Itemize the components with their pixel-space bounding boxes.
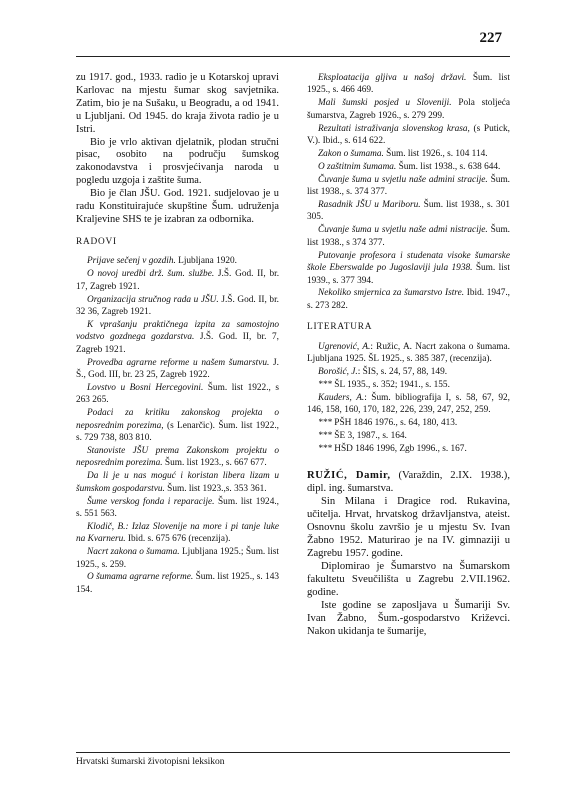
- bibliography-entry: [307, 224, 510, 249]
- entry-reference: Šum. list 1923., s. 667 677.: [162, 458, 267, 469]
- bio-paragraph: zu 1917. god., 1933. radio je u Kotarskoj upravi Karlovac na mjestu šumar skog savjetnika. Zatim, bio je na Sušaku, u Beogradu, a od 1941. u Ljubljani. Od 1945. do kraja života radio je u Istri.: [76, 72, 279, 135]
- bibliography-entry: [307, 123, 510, 148]
- entry-title: Nacrt zakona o šumama.: [87, 547, 180, 558]
- entry-reference: (s Lenarčic). Šum. list 1922., s. 729 738, 803 810.: [76, 420, 279, 443]
- bio-paragraph: Diplomirao je Šumarstvo na Šumarskom fakultetu Sveučilišta u Zagrebu 2.VII.1962. godine.: [307, 561, 510, 599]
- right-radovi-list: [307, 72, 510, 312]
- entry-title: Klodič, B.: Izlaz Slovenije na more i pi tanje luke na Kvarneru.: [76, 521, 279, 545]
- entry-title: Čuvanje šuma u svjetlu naše admini stracije.: [318, 174, 488, 185]
- headword-rest: (Varaždin, 2.IX. 1938.), dipl. ing. šumarstva.: [307, 470, 510, 495]
- bibliography-entry: [307, 161, 510, 173]
- page-number: 227: [479, 30, 502, 46]
- entry-reference: Ibid. 1947., s. 273 282.: [307, 288, 510, 311]
- radovi-heading: RADOVI: [76, 236, 117, 247]
- bibliography-entry: [76, 407, 279, 444]
- entry-title: Borošić, J.: [318, 366, 358, 377]
- entry-reference: Ljubljana 1920.: [175, 256, 238, 267]
- footer-text: Hrvatski šumarski životopisni leksikon: [76, 757, 225, 767]
- header-rule: [76, 56, 510, 57]
- entry-title: Zakon o šumama.: [318, 148, 384, 159]
- bio-paragraph: Bio je član JŠU. God. 1921. sudjelovao je u radu Konstituirajuće skupštine Šum. udruženja Kraljevine SHS te je izabran za odbornika.: [76, 188, 279, 225]
- entry-title: Provedba agrarne reforme u našem šumarstvu.: [87, 357, 270, 368]
- bibliography-entry: [307, 174, 510, 199]
- entry-reference: : Šum. bibliografija I, s. 58, 67, 92, 146, 158, 160, 170, 182, 226, 239, 247, 252, 259.: [307, 392, 511, 416]
- bibliography-entry: [307, 366, 510, 378]
- entry-title: Eksploatacija gljiva u našoj državi.: [318, 73, 467, 83]
- entry-title: Čuvanje šuma u svjetlu naše admi nistracije.: [318, 225, 488, 236]
- entry-reference: (s Putick, V.). Ibid., s. 614 622.: [307, 123, 510, 147]
- bibliography-entry: [307, 148, 510, 160]
- right-column: [307, 72, 510, 638]
- entry-reference: : ŠIS, s. 24, 57, 88, 149.: [357, 366, 448, 377]
- entry-reference: Šum. list 1938., s. 374 377.: [307, 174, 510, 198]
- bibliography-entry: [76, 255, 279, 267]
- entry-reference: Šum. list 1925., s. 466 469.: [307, 73, 510, 96]
- bibliography-entry: [307, 250, 510, 287]
- entry-reference: Šum. list 1939., s. 377 394.: [307, 263, 510, 286]
- entry-title: Šume verskog fonda i reparacije.: [87, 496, 215, 507]
- right-bio: [307, 495, 510, 638]
- entry-reference: J. Š., God. III, br. 23 25, Zagreb 1922.: [76, 357, 279, 380]
- bibliography-entry: [307, 443, 510, 455]
- entry-reference: : Ružic, A. Nacrt zakona o šumama. Ljubljana 1925. ŠL 1925., s. 385 387, (recenzija).: [307, 341, 510, 365]
- bibliography-entry: [76, 470, 279, 495]
- bibliography-entry: [76, 268, 279, 293]
- bibliography-entry: [307, 287, 510, 312]
- entry-reference: HŠD 1846 1996, Zgb 1996., s. 167.: [331, 443, 467, 454]
- entry-title: Rasadnik JŠU u Mariboru.: [318, 200, 421, 211]
- entry-title: O novoj uredbi drž. šum. službe.: [87, 269, 215, 280]
- entry-title: Ugrenović, A.: [318, 341, 371, 352]
- bibliography-entry: [307, 430, 510, 442]
- entry-reference: J.Š. God. II, br. 7, Zagreb 1921.: [76, 332, 279, 355]
- entry-reference: PŠH 1846 1976., s. 64, 180, 413.: [331, 418, 458, 429]
- entry-title: Da li je u nas moguć i koristan libera lizam u šumskom gospodarstvu.: [76, 471, 279, 494]
- entry-title: ***: [318, 430, 332, 441]
- bibliography-entry: [76, 546, 279, 571]
- entry-title: ***: [318, 418, 332, 429]
- literatura-heading: LITERATURA: [307, 322, 373, 333]
- bio-paragraph: Bio je vrlo aktivan djelatnik, plodan stručni pisac, osobito na području šumskog zakonodavstva i prosvjećivanja naroda u pogledu uzgoja i zaštite šuma.: [76, 136, 279, 187]
- entry-reference: Ibid. s. 675 676 (recenzija).: [125, 534, 231, 545]
- entry-title: Podaci za kritiku zakonskog projekta o neposrednim porezima,: [76, 408, 279, 431]
- bibliography-entry: [307, 392, 510, 417]
- entry-title: O šumama agrarne reforme.: [87, 572, 194, 583]
- bibliography-entry: [76, 445, 279, 470]
- left-bio: [76, 72, 279, 227]
- entry-title: Rezultati istraživanja slovenskog krasa,: [318, 123, 470, 134]
- entry-reference: ŠL 1935., s. 352; 1941., s. 155.: [331, 379, 450, 390]
- bio-paragraph: Iste godine se zaposljava u Šumariji Sv. Ivan Žabno, Šum.-gospodarstvo Križevci. Nakon ukidanja te šumarije,: [307, 600, 510, 638]
- entry-title: O zaštitnim šumama.: [318, 161, 397, 172]
- bibliography-entry: [307, 72, 510, 97]
- entry-title: Mali šumski posjed u Sloveniji.: [318, 98, 452, 109]
- left-radovi-list: [76, 255, 279, 596]
- entry-reference: Šum. list 1924., s. 551 563.: [76, 496, 279, 519]
- bibliography-entry: [76, 571, 279, 596]
- entry-title: Prijave sečenj v gozdih.: [87, 256, 176, 267]
- entry-title: Stanoviste JŠU prema Zakonskom projektu o neposrednim porezima.: [76, 445, 279, 469]
- entry-reference: Šum. list 1925., s. 143 154.: [76, 572, 279, 595]
- entry-reference: Šum. list 1938., s. 301 305.: [307, 200, 510, 223]
- entry-reference: Ljubljana 1925.; Šum. list 1925., s. 259.: [76, 547, 280, 570]
- entry-reference: Šum. list 1922., s 263 265.: [76, 382, 279, 406]
- bibliography-entry: [307, 199, 510, 224]
- entry-title: Putovanje profesora i studenata visoke šumarske škole Eberswalde po Jugoslaviji jula 1938.: [307, 250, 510, 274]
- bibliography-entry: [307, 379, 510, 391]
- headword-entry: [307, 469, 510, 495]
- entry-title: Nekoliko smjernica za šumarstvo Istre.: [318, 288, 465, 299]
- entry-reference: Šum. list 1923.,s. 353 361.: [164, 483, 267, 494]
- bibliography-entry: [76, 319, 279, 356]
- entry-title: ***: [318, 379, 332, 390]
- entry-reference: J.Š. God. II, br. 17, Zagreb 1921.: [76, 269, 280, 292]
- entry-reference: Šum. list 1938., s. 638 644.: [396, 161, 501, 172]
- bibliography-entry: [307, 97, 510, 122]
- bibliography-entry: [76, 496, 279, 521]
- bio-paragraph: Sin Milana i Dragice rod. Rukavina, učitelja. Hrvat, hrvatskog državljanstva, ateist. Osnovnu školu završio je u mjestu Sv. Ivan Žabno 1952. Maturirao je na IV. gimnaziji u Zagrebu 1957. godine.: [307, 496, 510, 560]
- entry-title: ***: [318, 443, 332, 454]
- footer-rule: [76, 752, 510, 753]
- entry-title: Lovstvo u Bosni Hercegovini.: [87, 382, 204, 393]
- entry-title: Kauders, A.: [318, 392, 365, 403]
- entry-title: K vprašanju praktičnega izpita za samostojno vodstvo gozdnega gozdarstva.: [76, 319, 279, 343]
- bibliography-entry: [76, 382, 279, 407]
- entry-reference: J.Š. God. II, br. 32 36, Zagreb 1921.: [76, 294, 279, 317]
- headword-name: RUŽIĆ, Damir,: [307, 470, 391, 482]
- left-column: [76, 72, 279, 597]
- entry-title: Organizacija stručnog rada u JŠU.: [87, 294, 219, 305]
- entry-reference: Pola stoljeća šumarstva, Zagreb 1926., s. 279 299.: [307, 98, 510, 121]
- entry-reference: Šum. list 1938., s 374 377.: [307, 225, 510, 248]
- bibliography-entry: [76, 521, 279, 546]
- entry-reference: ŠE 3, 1987., s. 164.: [331, 430, 407, 441]
- bibliography-entry: [307, 417, 510, 429]
- literatura-list: [307, 341, 510, 456]
- entry-reference: Šum. list 1926., s. 104 114.: [383, 148, 488, 159]
- bibliography-entry: [76, 294, 279, 319]
- bibliography-entry: [307, 341, 510, 366]
- bibliography-entry: [76, 357, 279, 382]
